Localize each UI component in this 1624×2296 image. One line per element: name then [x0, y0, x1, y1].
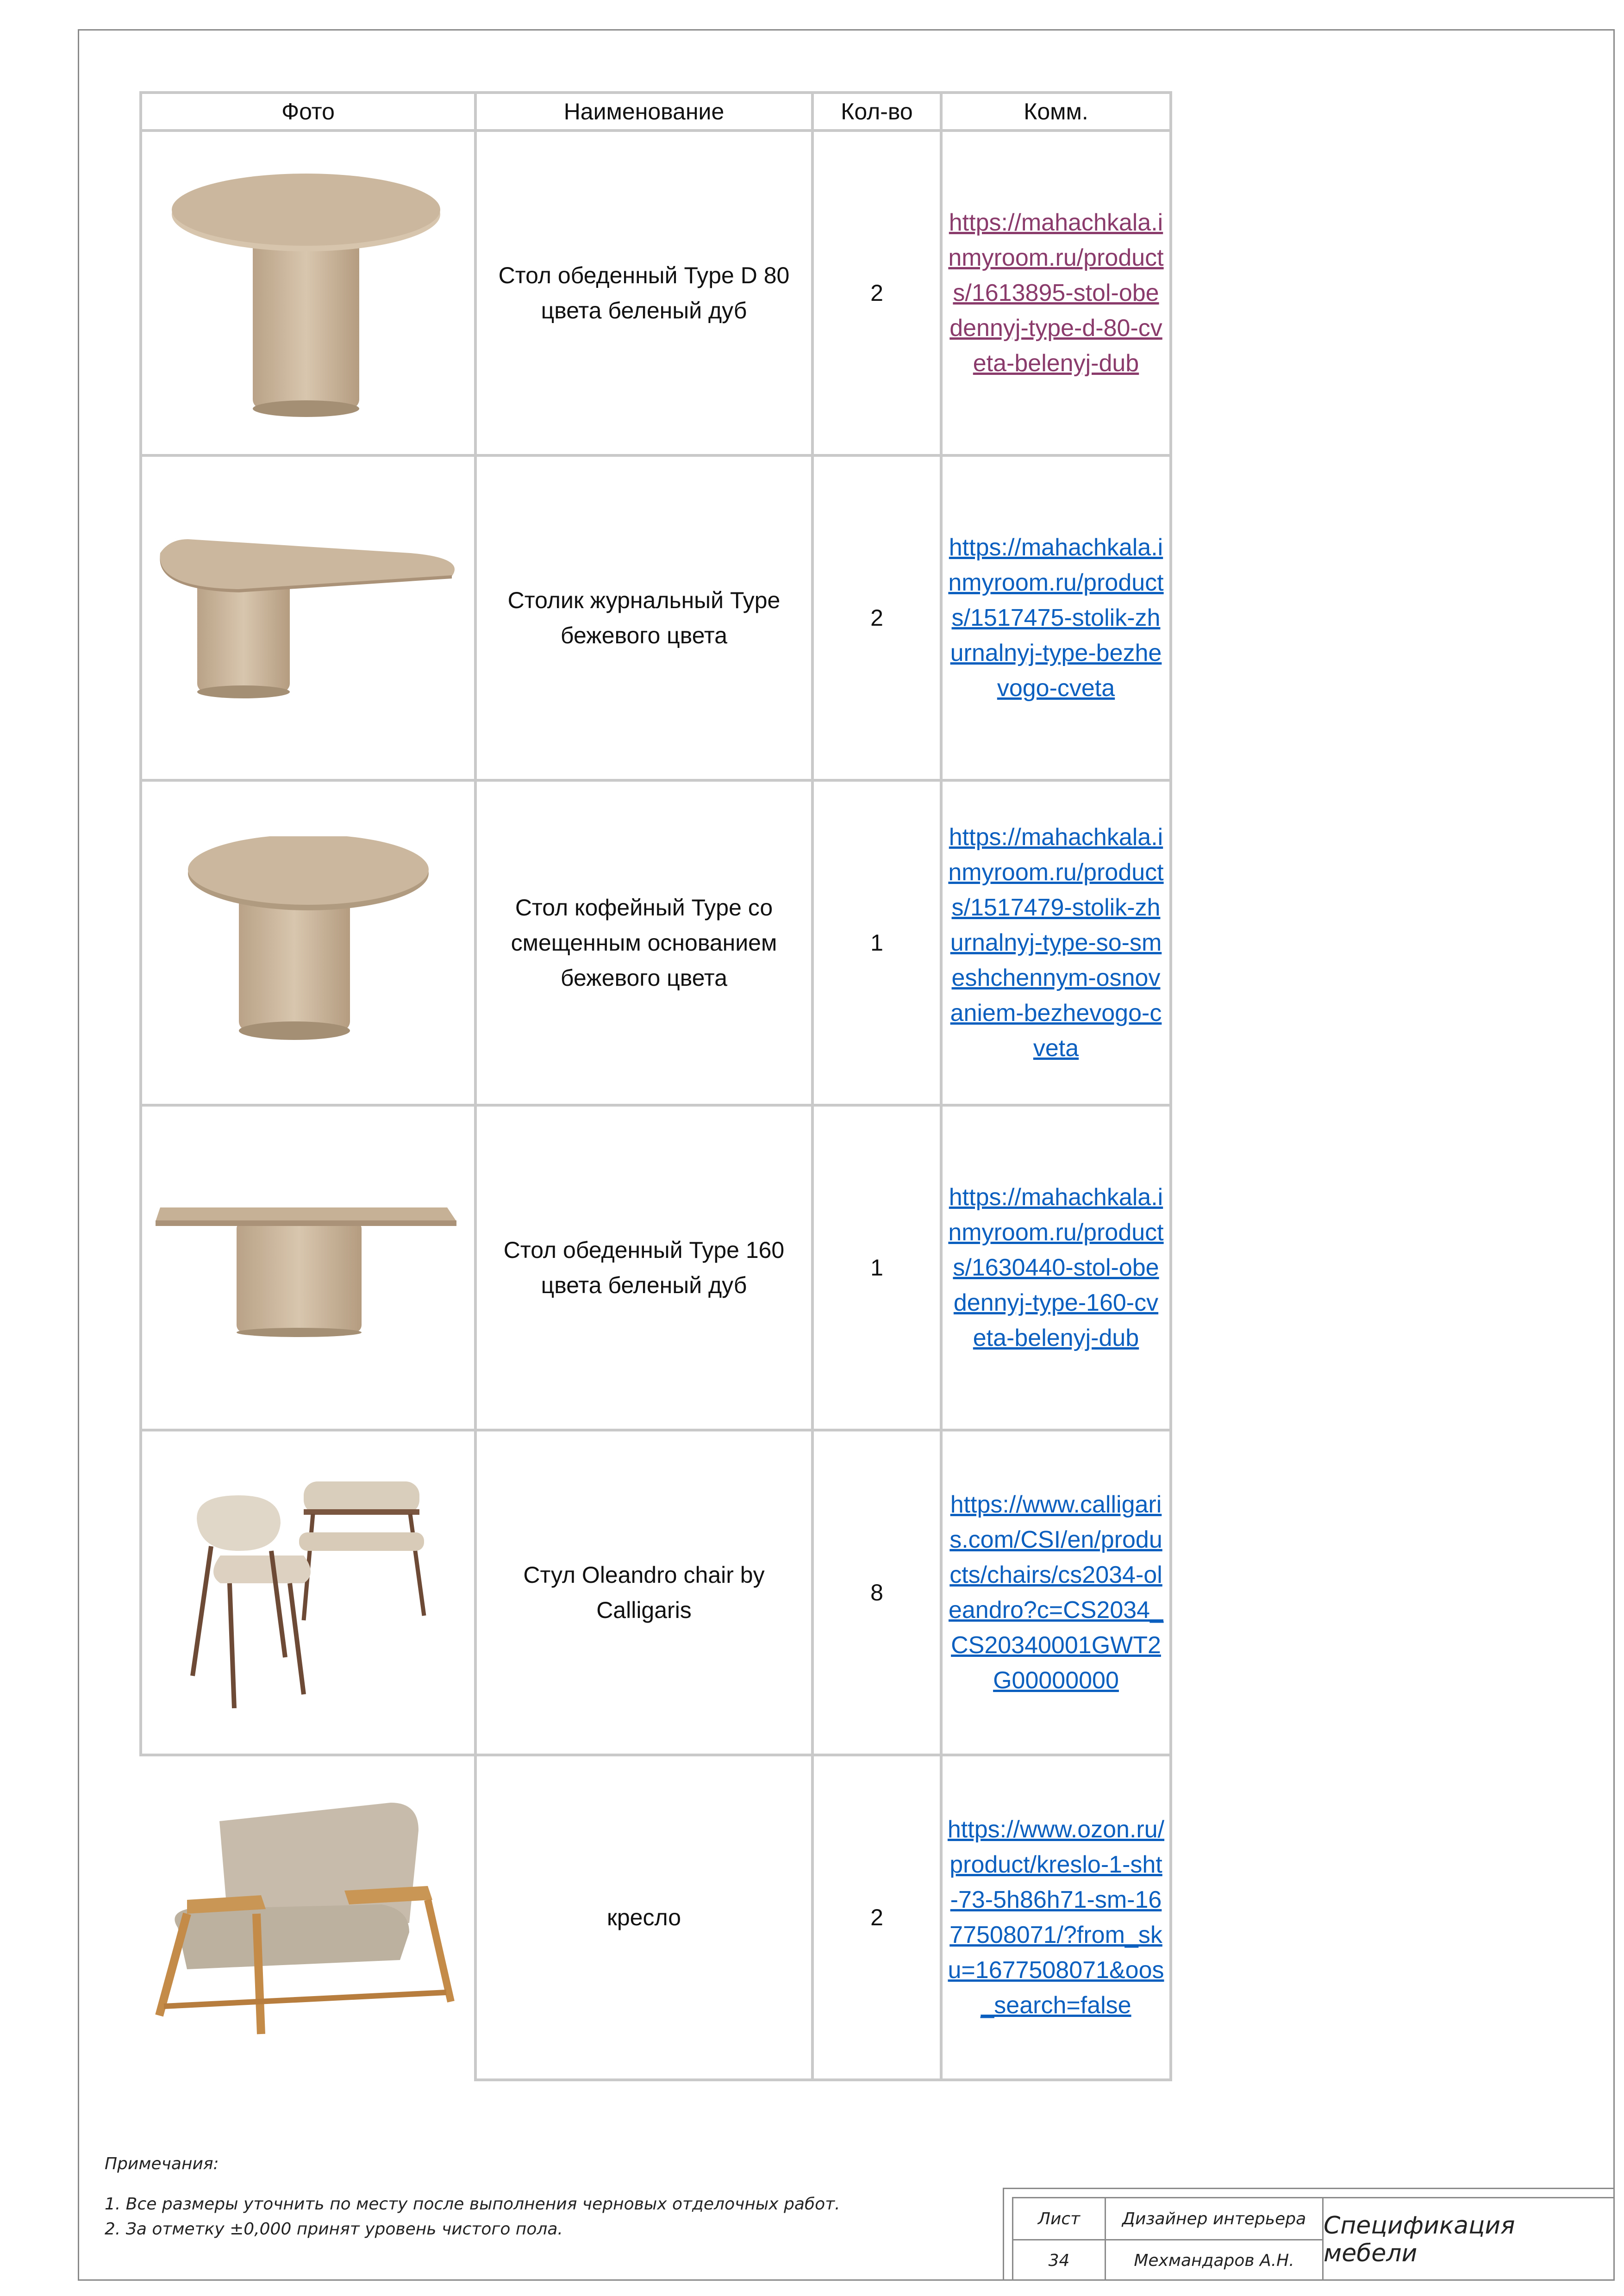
photo-cell [141, 1105, 475, 1430]
chairs-image [165, 1463, 452, 1722]
item-name: Стол обеденный Type 160 цвета беленый дуб [475, 1105, 812, 1430]
header-comment: Комм. [941, 93, 1171, 131]
header-photo: Фото [141, 93, 475, 131]
designer-role: Дизайнер интерьера [1122, 2209, 1306, 2228]
item-link[interactable]: https://mahachkala.inmyroom.ru/products/1613895-stol-obedennyj-type-d-80-cveta-belenyj-dub [948, 209, 1164, 377]
table-row [141, 1430, 1171, 1755]
item-link[interactable]: https://www.calligaris.com/CSI/en/products/chairs/cs2034-oleandro?c=CS2034_CS20340001GWT2G00000000 [948, 1491, 1164, 1694]
round-coffee-table-image [169, 836, 447, 1049]
table-row [141, 1105, 1171, 1430]
item-link[interactable]: https://mahachkala.inmyroom.ru/products/1630440-stol-obedennyj-type-160-cveta-belenyj-dub [948, 1184, 1164, 1351]
photo-cell [141, 1430, 475, 1755]
item-qty: 1 [812, 1105, 941, 1430]
oval-coffee-table-image [151, 521, 466, 715]
note-item: 1. Все размеры уточнить по месту после выполнения черновых отделочных работ. [105, 2195, 840, 2214]
item-link[interactable]: https://mahachkala.inmyroom.ru/products/1517479-stolik-zhurnalnyj-type-so-smeshchennym-osnovaniem-bezhevogo-cveta [948, 824, 1164, 1062]
sheet-number: 34 [1048, 2251, 1070, 2270]
item-qty: 8 [812, 1430, 941, 1755]
item-name: Стул Oleandro chair by Calligaris [475, 1430, 812, 1755]
item-qty: 2 [812, 131, 941, 455]
designer-name: Мехмандаров А.Н. [1134, 2251, 1294, 2270]
furniture-spec-table [139, 91, 1172, 2081]
item-qty: 2 [812, 1755, 941, 2080]
table-row [141, 780, 1171, 1105]
item-link[interactable]: https://mahachkala.inmyroom.ru/products/1517475-stolik-zhurnalnyj-type-bezhevogo-cveta [948, 534, 1164, 702]
sheet-title: Спецификация мебели [1324, 2212, 1515, 2267]
notes-title: Примечания: [105, 2154, 219, 2173]
armchair-image [150, 1793, 465, 2043]
header-qty: Кол-во [812, 93, 941, 131]
item-name: кресло [475, 1755, 812, 2080]
photo-cell [141, 455, 475, 780]
sheet-label: Лист [1037, 2209, 1081, 2228]
item-qty: 2 [812, 455, 941, 780]
header-name: Наименование [475, 93, 812, 131]
item-name: Стол кофейный Type со смещенным основанием бежевого цвета [475, 780, 812, 1105]
photo-cell [141, 1755, 475, 2080]
table-row [141, 455, 1171, 780]
round-dining-table-image [165, 163, 452, 423]
item-name: Стол обеденный Type D 80 цвета беленый дуб [475, 131, 812, 455]
item-qty: 1 [812, 780, 941, 1105]
note-item: 2. За отметку ±0,000 принят уровень чистого пола. [105, 2220, 563, 2239]
photo-cell [141, 780, 475, 1105]
long-dining-table-image [151, 1194, 466, 1342]
photo-cell [141, 131, 475, 455]
table-row [141, 1755, 1171, 2080]
item-link[interactable]: https://www.ozon.ru/product/kreslo-1-sht-73-5h86h71-sm-1677508071/?from_sku=1677508071&oos_search=false [947, 1816, 1165, 2019]
table-header-row [141, 93, 1171, 131]
item-name: Столик журнальный Type бежевого цвета [475, 455, 812, 780]
table-row [141, 131, 1171, 455]
